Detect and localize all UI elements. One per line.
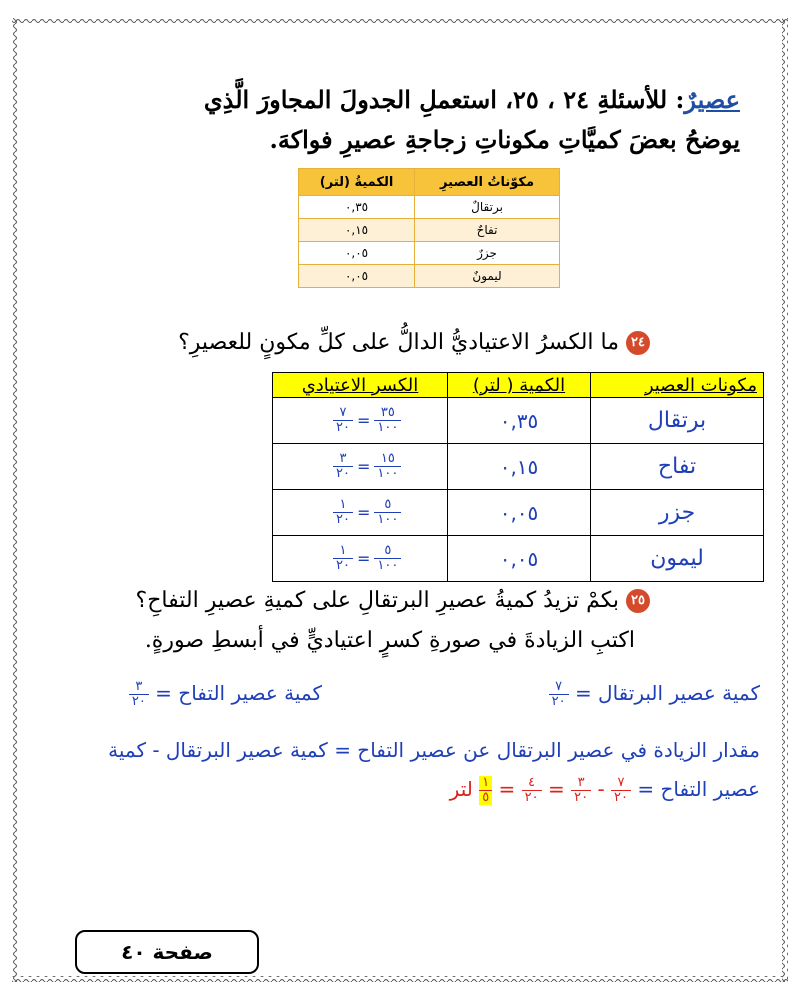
numerator: ١	[333, 498, 353, 513]
fraction	[374, 544, 401, 573]
denominator: ٢٠	[336, 466, 350, 481]
numerator: ٧	[333, 406, 353, 421]
heading-line2: يوضحُ بعضَ كميَّاتِ مكوناتِ زجاجةِ عصيرِ فواكهَ.	[269, 125, 740, 154]
numerator: ٥	[374, 498, 401, 513]
cell-fraction	[273, 536, 448, 582]
cell-ingredient: جزرٌ	[415, 242, 560, 265]
question-24-text: ما الكسرُ الاعتياديُّ الدالُّ على كلِّ مكونٍ للعصيرِ؟	[178, 330, 619, 355]
cell-quantity: ٠,٣٥	[299, 196, 415, 219]
heading-line1: : للأسئلةِ ٢٤ ، ٢٥، استعملِ الجدولَ المجاورَ الَّذِي	[203, 85, 685, 114]
apple-juice-label: عصير التفاح =	[637, 777, 760, 801]
cell-quantity: ٠,١٥	[299, 219, 415, 242]
numerator: ٧	[611, 776, 631, 791]
denominator: ١٠٠	[377, 512, 399, 527]
denominator: ١٠٠	[377, 558, 399, 573]
equals-sign: =	[498, 777, 516, 801]
minus-sign: -	[597, 777, 605, 801]
calculation	[449, 775, 631, 805]
numerator: ٤	[522, 776, 542, 791]
cell-ingredient: برتقالٌ	[415, 196, 560, 219]
fraction	[333, 452, 353, 481]
table-row	[273, 444, 764, 490]
table-row	[299, 265, 560, 288]
header-fraction: الكسر الاعتيادي	[273, 373, 448, 398]
header-quantity: الكمية ( لتر)	[448, 373, 591, 398]
header-quantity: الكميةُ (لتر)	[299, 169, 415, 196]
fraction	[374, 406, 401, 435]
fraction	[333, 406, 353, 435]
cell-ingredient: ليمونٌ	[415, 265, 560, 288]
denominator: ٢٠	[336, 558, 350, 573]
cell-quantity: ٠,٠٥	[299, 242, 415, 265]
numerator: ٧	[549, 680, 569, 695]
equals-sign: =	[356, 549, 371, 568]
header-ingredient: مكوّناتُ العصيرِ	[415, 169, 560, 196]
numerator: ٥	[374, 544, 401, 559]
table-header-row	[299, 169, 560, 196]
denominator: ١٠٠	[377, 420, 399, 435]
numerator: ١	[479, 776, 492, 791]
explanation-line2	[30, 776, 760, 805]
fraction	[333, 544, 353, 573]
cell-quantity: ٠,٠٥	[448, 490, 591, 536]
denominator: ٢٠	[131, 694, 146, 709]
denominator: ٢٠	[336, 420, 350, 435]
answer-header-row	[273, 373, 764, 398]
table-row	[273, 398, 764, 444]
denominator: ١٠٠	[377, 466, 399, 481]
fraction	[611, 776, 631, 805]
result-fraction	[479, 776, 492, 805]
fraction	[549, 680, 569, 709]
fraction	[374, 498, 401, 527]
table-row	[273, 536, 764, 582]
fraction	[522, 776, 542, 805]
cell-quantity: ٠,٠٥	[299, 265, 415, 288]
page-number-badge: صفحة ٤٠	[75, 930, 259, 974]
table-row	[273, 490, 764, 536]
problem-heading	[80, 80, 740, 160]
apple-label: كمية عصير التفاح =	[155, 681, 322, 705]
table-row	[299, 219, 560, 242]
fraction	[333, 498, 353, 527]
cell-fraction	[273, 490, 448, 536]
denominator: ٢٠	[614, 790, 628, 805]
cell-quantity: ٠,١٥	[448, 444, 591, 490]
answer-table	[272, 372, 764, 582]
cell-fraction	[273, 398, 448, 444]
cell-quantity: ٠,٠٥	[448, 536, 591, 582]
fraction	[571, 776, 591, 805]
question-24	[50, 330, 650, 355]
denominator: ٢٠	[551, 694, 566, 709]
denominator: ٢٠	[336, 512, 350, 527]
fraction	[129, 680, 149, 709]
numerator: ١	[333, 544, 353, 559]
fraction	[374, 452, 401, 481]
orange-amount	[549, 680, 760, 709]
question-number-badge: ٢٥	[626, 589, 650, 613]
equals-sign: =	[356, 457, 371, 476]
denominator: ٢٠	[524, 790, 539, 805]
cell-quantity: ٠,٣٥	[448, 398, 591, 444]
numerator: ٣٥	[374, 406, 401, 421]
denominator: ٥	[482, 790, 490, 805]
cell-ingredient: ليمون	[591, 536, 764, 582]
keyword-juice: عصيرٌ	[684, 85, 740, 114]
question-25-line2: اكتبِ الزيادةَ في صورةِ كسرٍ اعتياديٍّ في أبسطِ صورةٍ.	[144, 628, 635, 653]
ingredients-table	[298, 168, 560, 288]
table-row	[299, 242, 560, 265]
equals-sign: =	[356, 503, 371, 522]
answer-quantities	[40, 680, 760, 720]
denominator: ٢٠	[574, 790, 589, 805]
unit-label: لتر	[449, 777, 473, 801]
question-number-badge: ٢٤	[626, 331, 650, 355]
cell-ingredient: تفاح	[591, 444, 764, 490]
equals-sign: =	[548, 777, 565, 801]
orange-label: كمية عصير البرتقال =	[574, 681, 760, 705]
cell-ingredient: برتقال	[591, 398, 764, 444]
question-25-text: بكمْ تزيدُ كميةُ عصيرِ البرتقالِ على كميةِ عصيرِ التفاحِ؟	[135, 588, 619, 613]
question-25	[50, 588, 650, 613]
equals-sign: =	[356, 411, 371, 430]
apple-amount	[129, 680, 322, 709]
numerator: ٣	[129, 680, 149, 695]
numerator: ٣	[571, 776, 591, 791]
cell-ingredient: تفاحٌ	[415, 219, 560, 242]
numerator: ١٥	[374, 452, 401, 467]
header-ingredient: مكونات العصير	[591, 373, 764, 398]
explanation-line1: مقدار الزيادة في عصير البرتقال عن عصير التفاح = كمية عصير البرتقال - كمية	[108, 738, 760, 762]
numerator: ٣	[333, 452, 353, 467]
table-row	[299, 196, 560, 219]
cell-fraction	[273, 444, 448, 490]
cell-ingredient: جزر	[591, 490, 764, 536]
